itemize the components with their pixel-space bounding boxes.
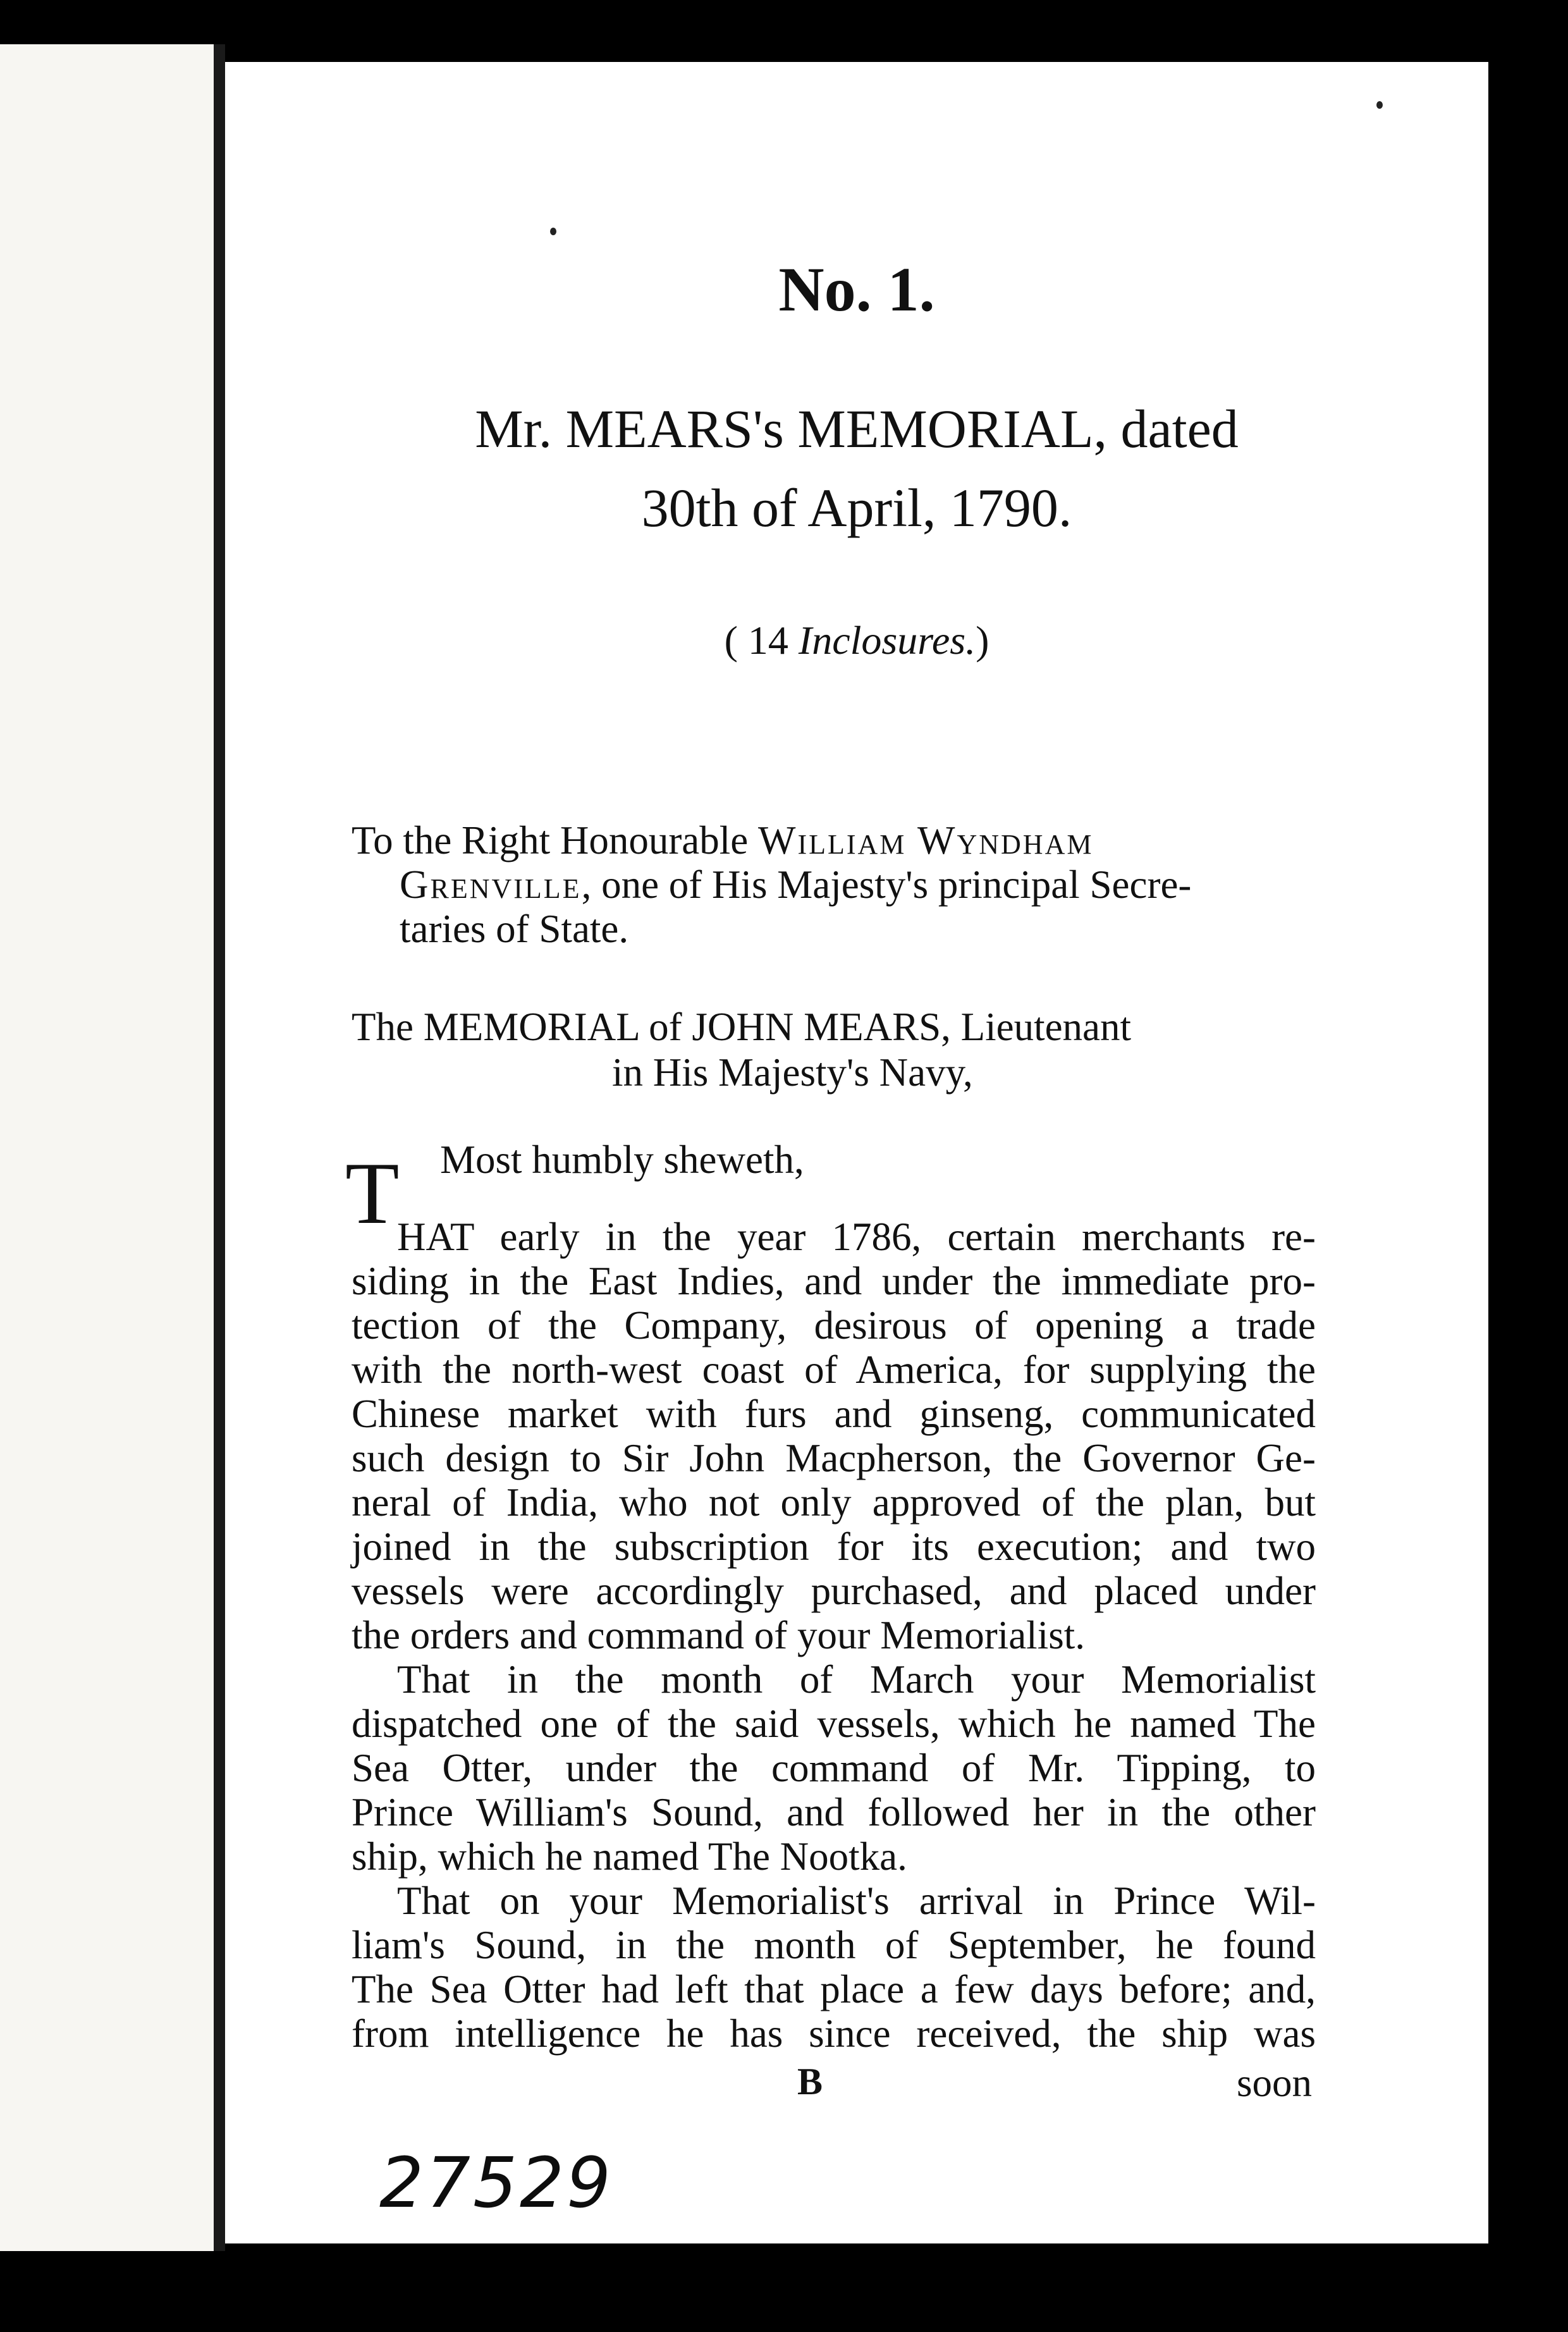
body-line: with the north-west coast of America, for supplying the — [352, 1347, 1316, 1392]
memorial-heading-line-1: The MEMORIAL of JOHN MEARS, Lieutenant — [352, 1005, 1132, 1049]
ink-speck — [550, 228, 556, 235]
ink-speck — [1376, 101, 1383, 109]
body-line: dispatched one of the said vessels, which he named The — [352, 1702, 1316, 1746]
memorial-title-line-2: 30th of April, 1790. — [641, 477, 1072, 538]
body-line: tection of the Company, desirous of opening a trade — [352, 1303, 1316, 1347]
enclosures-close: ) — [976, 618, 989, 663]
accession-number: 27529 — [379, 2142, 613, 2223]
memorial-heading-line-2: in His Majesty's Navy, — [612, 1050, 973, 1095]
body-line: siding in the East Indies, and under the immediate pro- — [352, 1259, 1316, 1303]
book-gutter — [214, 44, 225, 2251]
body-line: ship, which he named The Nootka. — [352, 1834, 907, 1879]
body-line: such design to Sir John Macpherson, the Governor Ge- — [352, 1436, 1316, 1480]
body-line: The Sea Otter had left that place a few days before; and, — [352, 1967, 1316, 2011]
body-line: Chinese market with furs and ginseng, communicated — [352, 1392, 1316, 1436]
enclosures-open: ( 14 — [724, 618, 799, 663]
number-heading: No. 1. — [778, 254, 935, 324]
body-line: That on your Memorialist's arrival in Prince Wil- — [397, 1879, 1316, 1923]
sheweth-line: Most humbly sheweth, — [440, 1138, 804, 1182]
body-line: neral of India, who not only approved of the plan, but — [352, 1480, 1316, 1525]
signature-mark: B — [797, 2061, 823, 2102]
addressee-name-2: Grenville — [400, 862, 582, 907]
body-line: HAT early in the year 1786, certain merchants re- — [397, 1215, 1316, 1259]
body-line: Prince William's Sound, and followed her in the other — [352, 1790, 1316, 1834]
addressee-name-1: William Wyndham — [757, 818, 1094, 862]
addressee-line-2 — [400, 862, 1191, 908]
body-line: liam's Sound, in the month of September, he found — [352, 1923, 1316, 1967]
enclosures-note — [225, 617, 1488, 664]
addressee-rest: , one of His Majesty's principal Secre- — [581, 862, 1192, 907]
document-page — [225, 62, 1488, 2243]
body-line: Sea Otter, under the command of Mr. Tipping, to — [352, 1746, 1316, 1790]
facing-page-edge — [0, 44, 214, 2251]
body-line: from intelligence he has since received, the ship was — [352, 2011, 1316, 2056]
catchword: soon — [1237, 2061, 1313, 2105]
body-line: joined in the subscription for its execution; and two — [352, 1525, 1316, 1569]
body-line: That in the month of March your Memorialist — [397, 1657, 1316, 1702]
body-line: vessels were accordingly purchased, and placed under — [352, 1569, 1316, 1613]
enclosures-italic: Inclosures. — [798, 618, 976, 663]
addressee-lead: To the Right Honourable — [352, 818, 758, 862]
body-line: the orders and command of your Memorialist. — [352, 1613, 1085, 1657]
drop-cap: T — [345, 1145, 400, 1243]
addressee-line-3: taries of State. — [400, 907, 629, 951]
addressee-line-1 — [352, 818, 1093, 864]
memorial-title-line-1: Mr. MEARS's MEMORIAL, dated — [475, 398, 1239, 459]
